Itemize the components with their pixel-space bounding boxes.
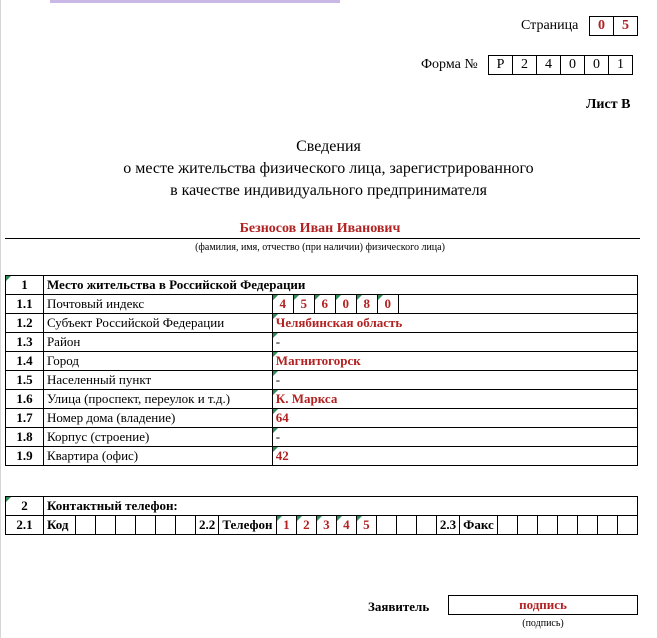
row-value-text: - [275, 372, 281, 387]
row-label: Улица (проспект, переулок и т.д.) [43, 390, 272, 409]
row-number: 1.8 [6, 428, 44, 447]
row-label: Номер дома (владение) [43, 409, 272, 428]
field-number: 2.1 [6, 516, 44, 535]
postal-digit[interactable]: 8 [357, 295, 378, 313]
row-label: Город [43, 352, 272, 371]
digit-box[interactable]: 5 [613, 16, 638, 36]
section2-number: 2 [6, 497, 44, 516]
code-box[interactable] [96, 516, 116, 535]
table-row [6, 447, 638, 466]
section2-header [6, 497, 638, 516]
row-value-text: К. Маркса [275, 391, 338, 406]
row-number: 1.7 [6, 409, 44, 428]
phone-digit[interactable]: 3 [316, 516, 336, 535]
row-value-text: - [275, 334, 281, 349]
section1-title: Место жительства в Российской Федерации [43, 276, 637, 295]
code-box[interactable] [76, 516, 96, 535]
table-row [6, 390, 638, 409]
code-box[interactable] [156, 516, 176, 535]
row-value[interactable] [272, 333, 637, 352]
title-line-1: Сведения [296, 138, 361, 155]
digit-box[interactable]: Р [488, 55, 513, 75]
row-number: 1.9 [6, 447, 44, 466]
field-label: Телефон [219, 516, 276, 535]
phone-table [5, 496, 638, 535]
row-label: Субъект Российской Федерации [43, 314, 272, 333]
row-value[interactable] [272, 390, 637, 409]
residence-table [5, 275, 638, 466]
table-row [6, 295, 638, 314]
postal-digit[interactable]: 4 [273, 295, 294, 313]
signature-field[interactable]: подпись [448, 595, 638, 615]
digit-box[interactable]: 2 [512, 55, 537, 75]
document-title [0, 136, 657, 202]
postal-digit[interactable]: 0 [378, 295, 399, 313]
fax-box[interactable] [518, 516, 538, 535]
postal-digit[interactable]: 6 [315, 295, 336, 313]
row-value[interactable] [272, 352, 637, 371]
row-value-text: Магнитогорск [275, 353, 361, 368]
phone-digit[interactable]: 5 [356, 516, 376, 535]
table-row [6, 333, 638, 352]
name-underline [5, 238, 640, 239]
sheet-edge [0, 0, 1, 638]
field-number: 2.3 [436, 516, 459, 535]
code-box[interactable] [116, 516, 136, 535]
row-number: 1.6 [6, 390, 44, 409]
row-number: 1.5 [6, 371, 44, 390]
row-value-text: 64 [275, 410, 289, 425]
code-box[interactable] [136, 516, 156, 535]
phone-box[interactable] [376, 516, 396, 535]
signature-caption: (подпись) [522, 618, 564, 629]
row-number: 1.4 [6, 352, 44, 371]
row-value-text: 42 [275, 448, 289, 463]
fax-box[interactable] [498, 516, 518, 535]
row-value[interactable] [272, 314, 637, 333]
table-row [6, 352, 638, 371]
fax-box[interactable] [558, 516, 578, 535]
fax-box[interactable] [578, 516, 598, 535]
row-label: Район [43, 333, 272, 352]
page-label: Страница [521, 18, 579, 33]
postal-code-boxes [273, 295, 637, 313]
phone-row [6, 516, 638, 535]
row-value[interactable] [272, 409, 637, 428]
digit-box[interactable]: 4 [536, 55, 561, 75]
sheet-label: Лист В [586, 97, 631, 112]
title-line-3: в качестве индивидуального предпринимателя [170, 182, 487, 199]
row-value[interactable] [272, 371, 637, 390]
row-value[interactable] [272, 428, 637, 447]
phone-digit[interactable]: 1 [276, 516, 296, 535]
table-row [6, 428, 638, 447]
row-number: 1.2 [6, 314, 44, 333]
row-label: Корпус (строение) [43, 428, 272, 447]
code-box[interactable] [176, 516, 196, 535]
fax-box[interactable] [618, 516, 638, 535]
person-name: Безносов Иван Иванович [239, 221, 401, 236]
phone-digit[interactable]: 4 [336, 516, 356, 535]
postal-digit[interactable]: 0 [336, 295, 357, 313]
name-caption: (фамилия, имя, отчество (при наличии) физического лица) [195, 242, 445, 253]
selection-bar [50, 0, 340, 3]
section1-number: 1 [6, 276, 44, 295]
digit-box[interactable]: 0 [584, 55, 609, 75]
digit-box[interactable]: 1 [608, 55, 633, 75]
fax-box[interactable] [538, 516, 558, 535]
row-value-text: Челябинская область [275, 315, 403, 330]
section1-header [6, 276, 638, 295]
row-number: 1.3 [6, 333, 44, 352]
form-label: Форма № [421, 57, 478, 72]
row-label: Квартира (офис) [43, 447, 272, 466]
signature-label: Заявитель [368, 599, 430, 614]
row-number: 1.1 [6, 295, 44, 314]
row-label: Населенный пункт [43, 371, 272, 390]
postal-digit[interactable]: 5 [294, 295, 315, 313]
field-label: Код [44, 516, 76, 535]
fax-box[interactable] [598, 516, 618, 535]
table-row [6, 409, 638, 428]
table-row [6, 314, 638, 333]
section2-title: Контактный телефон: [44, 497, 638, 516]
digit-box[interactable]: 0 [589, 16, 614, 36]
phone-digit[interactable]: 2 [296, 516, 316, 535]
row-value-text: - [275, 429, 281, 444]
row-value[interactable] [272, 295, 637, 314]
phone-box[interactable] [416, 516, 436, 535]
digit-box[interactable]: 0 [560, 55, 585, 75]
row-value[interactable] [272, 447, 637, 466]
table-row [6, 371, 638, 390]
phone-box[interactable] [396, 516, 416, 535]
title-line-2: о месте жительства физического лица, зарегистрированного [123, 160, 534, 177]
row-label: Почтовый индекс [43, 295, 272, 314]
field-number: 2.2 [196, 516, 219, 535]
field-label: Факс [460, 516, 498, 535]
